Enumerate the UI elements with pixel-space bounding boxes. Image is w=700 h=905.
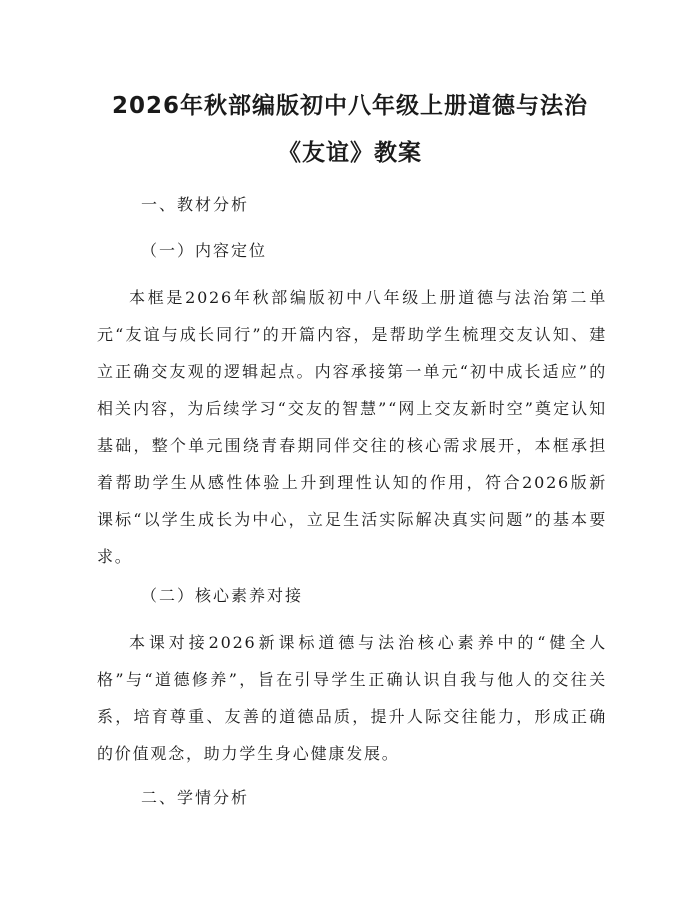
subsection-heading-content-positioning: （一）内容定位	[141, 241, 268, 260]
paragraph-content-positioning: 本框是2026年秋部编版初中八年级上册道德与法治第二单元“友谊与成长同行”的开篇内容，是帮助学生梳理交友认知、建立正确交友观的逻辑起点。内容承接第一单元“初中成长适应”的相关内容，为后续学习“交友的智慧”“网上交友新时空”奠定认知基础，整个单元围绕青春期同伴交往的核心需求展开，本框承担着帮助学生从感性体验上升到理性认知的作用，符合2026版新课标“以学生成长为中心，立足生活实际解决真实问题”的基本要求。	[97, 288, 607, 566]
subsection-heading-core-competency: （二）核心素养对接	[141, 586, 304, 605]
document-title-line-2: 《友谊》教案	[278, 140, 422, 166]
section-heading-textbook-analysis: 一、教材分析	[141, 195, 250, 214]
document-title-line-1: 2026年秋部编版初中八年级上册道德与法治	[111, 93, 588, 119]
paragraph-core-competency: 本课对接2026新课标道德与法治核心素养中的“健全人格”与“道德修养”，旨在引导学生正确认识自我与他人的交往关系，培育尊重、友善的道德品质，提升人际交往能力，形成正确的价值观念，助力学生身心健康发展。	[97, 633, 607, 763]
section-heading-student-analysis: 二、学情分析	[141, 788, 250, 807]
